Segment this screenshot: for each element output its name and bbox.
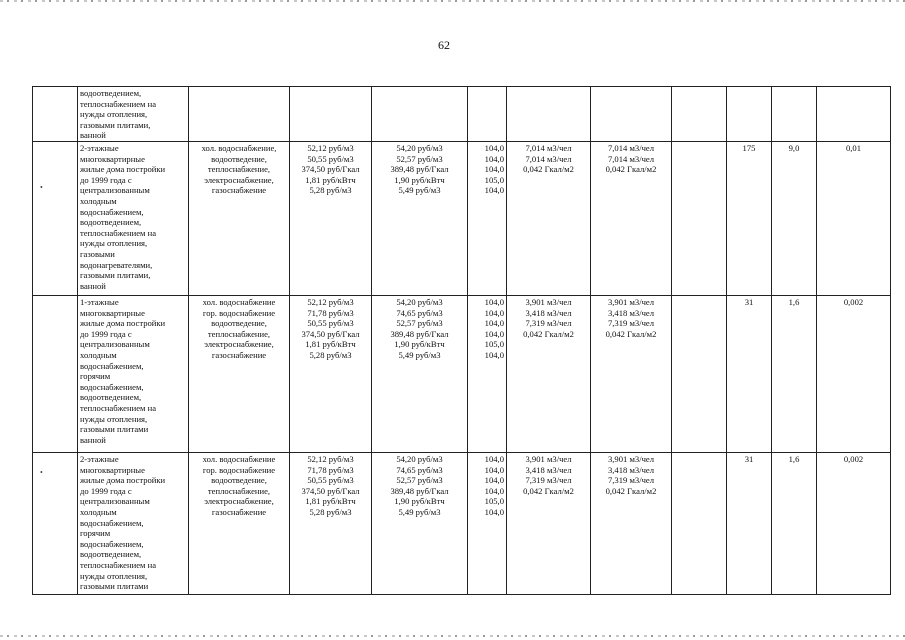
tariff-current-line: 71,78 руб/м3 — [307, 307, 354, 318]
col9-value: 31 — [744, 453, 754, 464]
col10-value: 1,6 — [788, 453, 800, 464]
table-row — [33, 452, 891, 594]
description-line: водонагревателями, — [80, 259, 153, 270]
tariff-next-line: 54,20 руб/м3 — [396, 142, 443, 153]
col11-cell — [817, 141, 891, 295]
tariff-current-line: 50,55 руб/м3 — [307, 318, 354, 329]
tariff-next-line: 52,57 руб/м3 — [396, 153, 443, 164]
description-line: газовыми плитами, — [80, 270, 151, 281]
table-row — [33, 295, 891, 452]
description-line: газовыми плитами — [80, 581, 149, 592]
norm-a-line: 3,418 м3/чел — [525, 307, 572, 318]
services-line: теплоснабжение, — [207, 485, 271, 496]
col8-cell — [672, 87, 727, 142]
description-line: холодным — [80, 349, 117, 360]
tariff-current-line: 50,55 руб/м3 — [307, 475, 354, 486]
services-line: хол. водоснабжение — [202, 296, 276, 307]
tariff-current-cell — [290, 295, 372, 452]
description-line: водоснабжением, — [80, 538, 144, 549]
description-line: многоквартирные — [80, 464, 145, 475]
description-line: до 1999 года с — [80, 174, 132, 185]
description-line: холодным — [80, 506, 117, 517]
col10-value: 1,6 — [788, 296, 800, 307]
norm-b-cell — [591, 452, 672, 594]
tariff-current-line: 374,50 руб/Гкал — [301, 485, 360, 496]
norm-b-cell — [591, 141, 672, 295]
index-line: 104,0 — [484, 153, 504, 164]
index-line: 105,0 — [484, 496, 504, 507]
description-line: ванной — [80, 434, 106, 445]
services-cell — [189, 87, 290, 142]
index-line: 104,0 — [484, 464, 504, 475]
services-line: электроснабжение, — [204, 174, 274, 185]
tariff-next-line: 5,49 руб/м3 — [398, 185, 441, 196]
index-cell — [468, 295, 507, 452]
description-cell — [78, 295, 189, 452]
services-cell — [189, 141, 290, 295]
norm-b-line: 3,901 м3/чел — [607, 453, 655, 464]
row-index-cell — [33, 87, 78, 142]
services-cell — [189, 452, 290, 594]
tariff-next-cell — [372, 141, 468, 295]
norm-b-line: 3,901 м3/чел — [607, 296, 655, 307]
description-line: горячим — [80, 528, 111, 539]
scan-edge-top — [0, 0, 905, 2]
index-cell — [468, 141, 507, 295]
norm-a-line: 0,042 Гкал/м2 — [523, 164, 574, 175]
norm-a-line: 3,418 м3/чел — [525, 464, 572, 475]
services-line: электроснабжение, — [204, 339, 274, 350]
tariff-next-line: 54,20 руб/м3 — [396, 453, 443, 464]
norm-a-cell — [507, 87, 591, 142]
description-line: жилые дома постройки — [80, 475, 166, 486]
norm-b-line: 7,014 м3/чел — [607, 153, 655, 164]
services-line: гор. водоснабжение — [202, 464, 276, 475]
index-line: 104,0 — [484, 307, 504, 318]
tariff-current-line: 52,12 руб/м3 — [307, 142, 354, 153]
col11-value: 0,002 — [843, 453, 864, 464]
index-line: 104,0 — [484, 296, 504, 307]
index-line: 104,0 — [484, 349, 504, 360]
description-line: теплоснабжением на — [80, 98, 157, 109]
description-line: водоотведением, — [80, 392, 142, 403]
services-line: гор. водоснабжение — [202, 307, 276, 318]
tariff-next-line: 74,65 руб/м3 — [396, 464, 443, 475]
description-line: централизованным — [80, 496, 150, 507]
norm-b-line: 0,042 Гкал/м2 — [605, 328, 657, 339]
col11-cell — [817, 87, 891, 142]
col10-cell — [772, 295, 817, 452]
description-line: до 1999 года с — [80, 485, 132, 496]
description-line: теплоснабжением на — [80, 559, 157, 570]
description-line: нужды отопления, — [80, 238, 148, 249]
index-line: 104,0 — [484, 328, 504, 339]
tariff-current-line: 71,78 руб/м3 — [307, 464, 354, 475]
description-line: многоквартирные — [80, 307, 145, 318]
tariff-next-line: 52,57 руб/м3 — [396, 318, 443, 329]
tariff-current-line: 5,28 руб/м3 — [309, 349, 352, 360]
margin-mark: • — [40, 468, 43, 477]
norm-a-cell — [507, 141, 591, 295]
tariff-next-line: 1,90 руб/кВтч — [394, 496, 445, 507]
index-line: 105,0 — [484, 339, 504, 350]
col11-value: 0,002 — [843, 296, 864, 307]
norm-a-line: 7,319 м3/чел — [525, 475, 572, 486]
norm-a-line: 0,042 Гкал/м2 — [523, 328, 574, 339]
tariff-next-line: 5,49 руб/м3 — [398, 349, 441, 360]
services-line: электроснабжение, — [204, 496, 274, 507]
description-line: водоснабжением, — [80, 517, 144, 528]
tariff-next-line: 1,90 руб/кВтч — [394, 339, 445, 350]
description-line: водоотведением, — [80, 549, 142, 560]
norm-a-line: 3,901 м3/чел — [525, 296, 572, 307]
tariff-current-cell — [290, 87, 372, 142]
description-line: нужды отопления, — [80, 109, 148, 120]
tariff-next-line: 1,90 руб/кВтч — [394, 174, 445, 185]
description-cell — [78, 87, 189, 142]
tariff-current-line: 52,12 руб/м3 — [307, 296, 354, 307]
col10-cell — [772, 141, 817, 295]
tariff-next-cell — [372, 452, 468, 594]
services-line: водоотведение, — [211, 153, 267, 164]
col9-cell — [727, 87, 772, 142]
table-body — [33, 87, 891, 595]
norm-b-line: 7,014 м3/чел — [607, 142, 655, 153]
row-index-cell — [33, 295, 78, 452]
norm-a-line: 7,014 м3/чел — [525, 142, 572, 153]
col9-cell — [727, 295, 772, 452]
services-line: теплоснабжение, — [207, 328, 271, 339]
tariff-next-line: 5,49 руб/м3 — [398, 506, 441, 517]
tariff-next-line: 389,48 руб/Гкал — [390, 328, 449, 339]
tariff-next-line: 74,65 руб/м3 — [396, 307, 443, 318]
table-row — [33, 141, 891, 295]
description-line: водоснабжением, — [80, 360, 144, 371]
index-line: 105,0 — [484, 174, 504, 185]
norm-b-line: 3,418 м3/чел — [607, 307, 655, 318]
norm-a-cell — [507, 452, 591, 594]
tariff-current-line: 1,81 руб/кВтч — [305, 496, 356, 507]
index-line: 104,0 — [484, 142, 504, 153]
norm-b-line: 0,042 Гкал/м2 — [605, 485, 657, 496]
description-line: теплоснабжением на — [80, 227, 157, 238]
index-line: 104,0 — [484, 485, 504, 496]
description-line: ванной — [80, 130, 106, 141]
index-cell — [468, 87, 507, 142]
table-row — [33, 87, 891, 142]
tariff-next-line: 389,48 руб/Гкал — [390, 485, 449, 496]
description-line: ванной — [80, 280, 106, 291]
services-line: теплоснабжение, — [207, 164, 271, 175]
description-line: водоотведением, — [80, 217, 142, 228]
col10-value: 9,0 — [788, 142, 800, 153]
row-index-cell — [33, 452, 78, 594]
index-line: 104,0 — [484, 475, 504, 486]
scan-edge-bottom — [0, 635, 905, 637]
index-line: 104,0 — [484, 453, 504, 464]
col11-cell — [817, 452, 891, 594]
services-line: газоснабжение — [211, 349, 267, 360]
tariff-current-line: 5,28 руб/м3 — [309, 506, 352, 517]
norm-a-line: 0,042 Гкал/м2 — [523, 485, 574, 496]
description-line: газовыми — [80, 248, 115, 259]
norm-a-line: 7,014 м3/чел — [525, 153, 572, 164]
description-line: водоснабжением, — [80, 206, 144, 217]
col8-cell — [672, 452, 727, 594]
col11-value: 0,01 — [845, 142, 862, 153]
index-cell — [468, 452, 507, 594]
index-line: 104,0 — [484, 506, 504, 517]
norm-a-line: 7,319 м3/чел — [525, 318, 572, 329]
description-line: нужды отопления, — [80, 413, 148, 424]
norm-b-line: 7,319 м3/чел — [607, 318, 655, 329]
col8-cell — [672, 141, 727, 295]
tariff-next-cell — [372, 87, 468, 142]
tariff-next-line: 389,48 руб/Гкал — [390, 164, 449, 175]
services-cell — [189, 295, 290, 452]
services-line: хол. водоснабжение — [202, 453, 276, 464]
col10-cell — [772, 87, 817, 142]
norm-a-line: 3,901 м3/чел — [525, 453, 572, 464]
description-line: теплоснабжением на — [80, 402, 157, 413]
tariff-current-line: 5,28 руб/м3 — [309, 185, 352, 196]
description-line: холодным — [80, 195, 117, 206]
description-line: жилые дома постройки — [80, 318, 166, 329]
tariff-current-line: 374,50 руб/Гкал — [301, 328, 360, 339]
tariff-table — [32, 86, 891, 595]
tariff-current-cell — [290, 452, 372, 594]
row-index-cell — [33, 141, 78, 295]
description-cell — [78, 141, 189, 295]
norm-b-cell — [591, 87, 672, 142]
norm-b-line: 0,042 Гкал/м2 — [605, 164, 657, 175]
description-line: до 1999 года с — [80, 328, 132, 339]
services-line: водоотведение, — [211, 475, 267, 486]
description-line: горячим — [80, 371, 111, 382]
norm-b-cell — [591, 295, 672, 452]
col9-cell — [727, 452, 772, 594]
description-cell — [78, 452, 189, 594]
col11-cell — [817, 295, 891, 452]
description-line: жилые дома постройки — [80, 164, 166, 175]
col9-value: 31 — [744, 296, 754, 307]
tariff-current-line: 1,81 руб/кВтч — [305, 339, 356, 350]
col9-cell — [727, 141, 772, 295]
description-line: нужды отопления, — [80, 570, 148, 581]
tariff-current-line: 50,55 руб/м3 — [307, 153, 354, 164]
services-line: водоотведение, — [211, 318, 267, 329]
description-line: 2-этажные — [80, 453, 119, 464]
tariff-current-line: 374,50 руб/Гкал — [301, 164, 360, 175]
tariff-current-line: 52,12 руб/м3 — [307, 453, 354, 464]
page-number: 62 — [438, 38, 450, 52]
margin-mark: • — [40, 183, 43, 192]
index-line: 104,0 — [484, 164, 504, 175]
norm-a-cell — [507, 295, 591, 452]
tariff-current-line: 1,81 руб/кВтч — [305, 174, 356, 185]
norm-b-line: 7,319 м3/чел — [607, 475, 655, 486]
index-line: 104,0 — [484, 318, 504, 329]
description-line: водоснабжением, — [80, 381, 144, 392]
description-line: централизованным — [80, 185, 150, 196]
col9-value: 175 — [742, 142, 756, 153]
tariff-next-line: 54,20 руб/м3 — [396, 296, 443, 307]
col10-cell — [772, 452, 817, 594]
services-line: хол. водоснабжение, — [201, 142, 277, 153]
tariff-current-cell — [290, 141, 372, 295]
col8-cell — [672, 295, 727, 452]
services-line: газоснабжение — [211, 506, 267, 517]
services-line: газоснабжение — [211, 185, 267, 196]
description-line: водоотведением, — [80, 88, 142, 98]
description-line: 2-этажные — [80, 142, 119, 153]
description-line: газовыми плитами — [80, 424, 149, 435]
description-line: многоквартирные — [80, 153, 145, 164]
index-line: 104,0 — [484, 185, 504, 196]
norm-b-line: 3,418 м3/чел — [607, 464, 655, 475]
tariff-next-line: 52,57 руб/м3 — [396, 475, 443, 486]
description-line: централизованным — [80, 339, 150, 350]
description-line: 1-этажные — [80, 296, 119, 307]
tariff-next-cell — [372, 295, 468, 452]
description-line: газовыми плитами, — [80, 119, 151, 130]
